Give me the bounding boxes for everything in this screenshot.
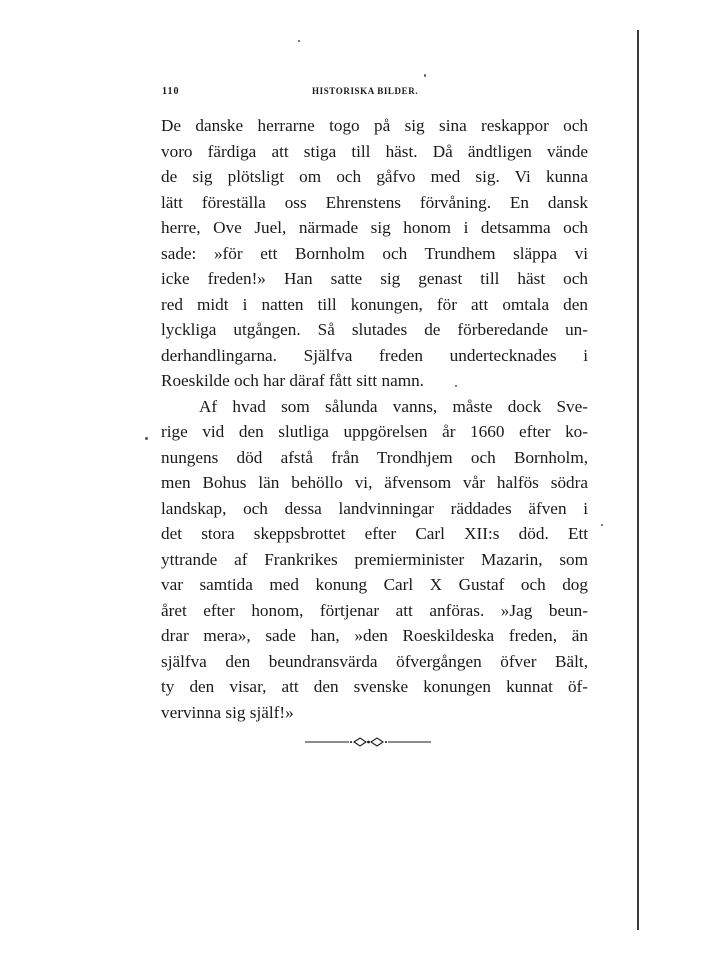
text-line: red midt i natten till konungen, för att omtala den	[161, 294, 588, 314]
text-line: vervinna sig själf!»	[161, 702, 294, 722]
body-text	[161, 113, 588, 725]
text-line: drar mera», sade han, »den Roeskildeska freden, än	[161, 626, 588, 645]
text-line: voro färdiga att stiga till häst. Då ändtligen vände	[161, 141, 588, 161]
text-line: yttrande af Frankrikes premierminister Mazarin, som	[161, 549, 588, 569]
ink-speck	[145, 437, 148, 440]
text-line: själfva den beundransvärda öfvergången öfver Bält,	[161, 651, 588, 671]
page-number: 110	[162, 86, 180, 97]
paragraph-1	[161, 113, 588, 394]
text-line: nungens död afstå från Trondhjem och Bornholm,	[161, 447, 588, 467]
text-line: året efter honom, förtjenar att anföras. »Jag beun-	[161, 600, 588, 620]
text-line: sade: »för ett Bornholm och Trundhem släppa vi	[161, 243, 588, 263]
binding-edge-line	[637, 30, 639, 930]
text-line: det stora skeppsbrottet efter Carl XII:s död. Ett	[161, 524, 588, 543]
paragraph-2	[161, 394, 588, 726]
text-line: icke freden!» Han satte sig genast till häst och	[161, 269, 588, 288]
text-line: de sig plötsligt om och gåfvo med sig. Vi kunna	[161, 167, 588, 186]
text-line: ty den visar, att den svenske konungen kunnat öf-	[161, 677, 588, 696]
ink-speck	[601, 524, 603, 526]
text-line: var samtida med konung Carl X Gustaf och dog	[161, 575, 588, 594]
ink-speck	[298, 40, 300, 42]
text-line: lyckliga utgången. Så slutades de förberedande un-	[161, 320, 588, 339]
text-line: herre, Ove Juel, närmade sig honom i detsamma och	[161, 218, 588, 237]
text-line: lätt föreställa oss Ehrenstens förvåning. En dansk	[161, 192, 588, 212]
text-line: De danske herrarne togo på sig sina reskappor och	[161, 116, 588, 135]
text-line: Roeskilde och har däraf fått sitt namn.	[161, 371, 424, 390]
page-header	[162, 86, 589, 106]
ink-speck	[424, 74, 426, 77]
tailpiece-ornament-icon	[305, 733, 431, 749]
text-line: derhandlingarna. Själfva freden undertecknades i	[161, 345, 588, 365]
text-line: men Bohus län behöllo vi, äfvensom vår halfös södra	[161, 473, 588, 492]
text-line: Af hvad som sålunda vanns, måste dock Sve-	[199, 396, 588, 416]
text-line: landskap, och dessa landvinningar räddades äfven i	[161, 498, 588, 518]
ink-speck	[455, 385, 457, 387]
running-head: HISTORISKA BILDER.	[312, 86, 419, 96]
text-line: rige vid den slutliga uppgörelsen år 1660 efter ko-	[161, 422, 588, 441]
